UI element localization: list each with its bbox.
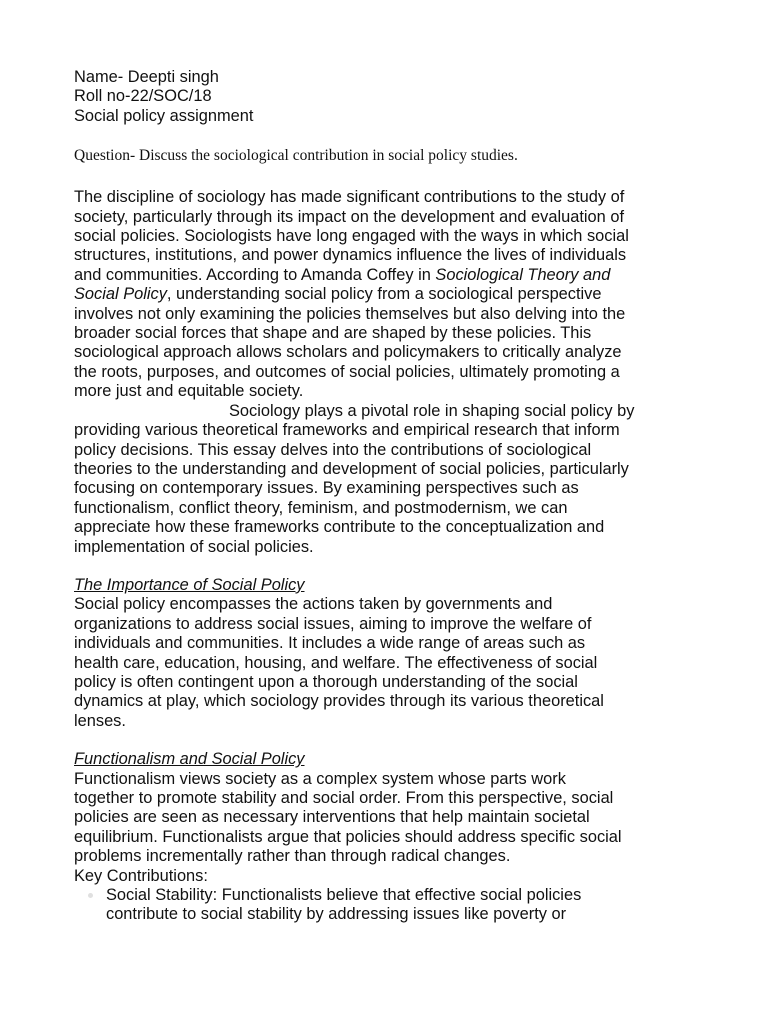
importance-line: dynamics at play, which sociology provides through its various theoretical: [74, 692, 604, 711]
functionalism-line: equilibrium. Functionalists argue that policies should address specific social: [74, 827, 622, 846]
intro-p2-line: implementation of social policies.: [74, 537, 314, 556]
intro-p1-line: broader social forces that shape and are shaped by these policies. This: [74, 324, 592, 343]
intro-p1-line: social policies. Sociologists have long engaged with the ways in which social: [74, 227, 629, 246]
intro-p1-line: sociological approach allows scholars and policymakers to critically analyze: [74, 343, 622, 362]
intro-p2-line: focusing on contemporary issues. By examining perspectives such as: [74, 479, 579, 498]
functionalism-section: [74, 750, 698, 925]
importance-line: policy is often contingent upon a thorough understanding of the social: [74, 672, 578, 691]
intro-p1-line: society, particularly through its impact on the development and evaluation of: [74, 207, 625, 226]
importance-line: organizations to address social issues, aiming to improve the welfare of: [74, 614, 592, 633]
bullet-icon: [88, 893, 93, 898]
functionalism-line: together to promote stability and social order. From this perspective, social: [74, 789, 614, 807]
importance-line: Social policy encompasses the actions taken by governments and: [74, 595, 553, 614]
intro-p2-line: appreciate how these frameworks contribute to the conceptualization and: [74, 518, 605, 537]
intro-p1-line: [74, 285, 698, 304]
intro-p1-line: structures, institutions, and power dynamics influence the lives of individuals: [74, 246, 627, 265]
importance-section: [74, 576, 698, 731]
intro-p1-line: more just and equitable society.: [74, 382, 304, 401]
intro-p1-line: the roots, purposes, and outcomes of social policies, ultimately promoting a: [74, 362, 620, 381]
importance-line: health care, education, housing, and welfare. The effectiveness of social: [74, 653, 598, 672]
list-item: [106, 886, 698, 925]
question-text: Question- Discuss the sociological contribution in social policy studies.: [74, 147, 518, 165]
functionalism-heading: Functionalism and Social Policy: [74, 750, 305, 769]
functionalism-line: problems incrementally rather than through radical changes.: [74, 847, 511, 866]
student-name: Name- Deepti singh: [74, 68, 219, 86]
importance-heading: The Importance of Social Policy: [74, 575, 305, 594]
intro-p1-line6-text: , understanding social policy from a sociological perspective: [166, 285, 602, 304]
intro-p2-line: theories to the understanding and development of social policies, particularly: [74, 459, 629, 478]
book-title-part2: Social Policy: [74, 285, 167, 304]
key-contributions-label: Key Contributions:: [74, 866, 208, 885]
intro-paragraph-2: [74, 402, 698, 557]
intro-p2-line: policy decisions. This essay delves into the contributions of sociological: [74, 440, 592, 459]
assignment-subject: Social policy assignment: [74, 106, 254, 125]
functionalism-line: policies are seen as necessary interventions that help maintain societal: [74, 808, 590, 827]
book-title-part1: Sociological Theory and: [435, 265, 611, 284]
document-page: [74, 68, 698, 925]
intro-paragraph-1: [74, 188, 698, 401]
functionalism-line: Functionalism views society as a complex system whose parts work: [74, 769, 566, 788]
bullet-text-line: Social Stability: Functionalists believe that effective social policies: [106, 886, 582, 905]
intro-p1-line: [74, 266, 698, 285]
bullet-text-line: contribute to social stability by addressing issues like poverty or: [106, 905, 567, 924]
intro-p2-line: functionalism, conflict theory, feminism, and postmodernism, we can: [74, 498, 568, 517]
header-block: [74, 68, 698, 126]
intro-p1-line5-text: and communities. According to Amanda Coffey in: [74, 265, 436, 284]
importance-line: individuals and communities. It includes a wide range of areas such as: [74, 634, 586, 653]
intro-p2-line: providing various theoretical frameworks and empirical research that inform: [74, 421, 620, 440]
intro-p1-line: involves not only examining the policies themselves but also delving into the: [74, 304, 626, 323]
intro-p2-line: Sociology plays a pivotal role in shaping social policy by: [229, 401, 635, 420]
intro-p1-line: The discipline of sociology has made significant contributions to the study of: [74, 188, 625, 207]
key-contributions-list: [74, 886, 698, 925]
importance-line: lenses.: [74, 711, 126, 730]
roll-number: Roll no-22/SOC/18: [74, 87, 212, 106]
